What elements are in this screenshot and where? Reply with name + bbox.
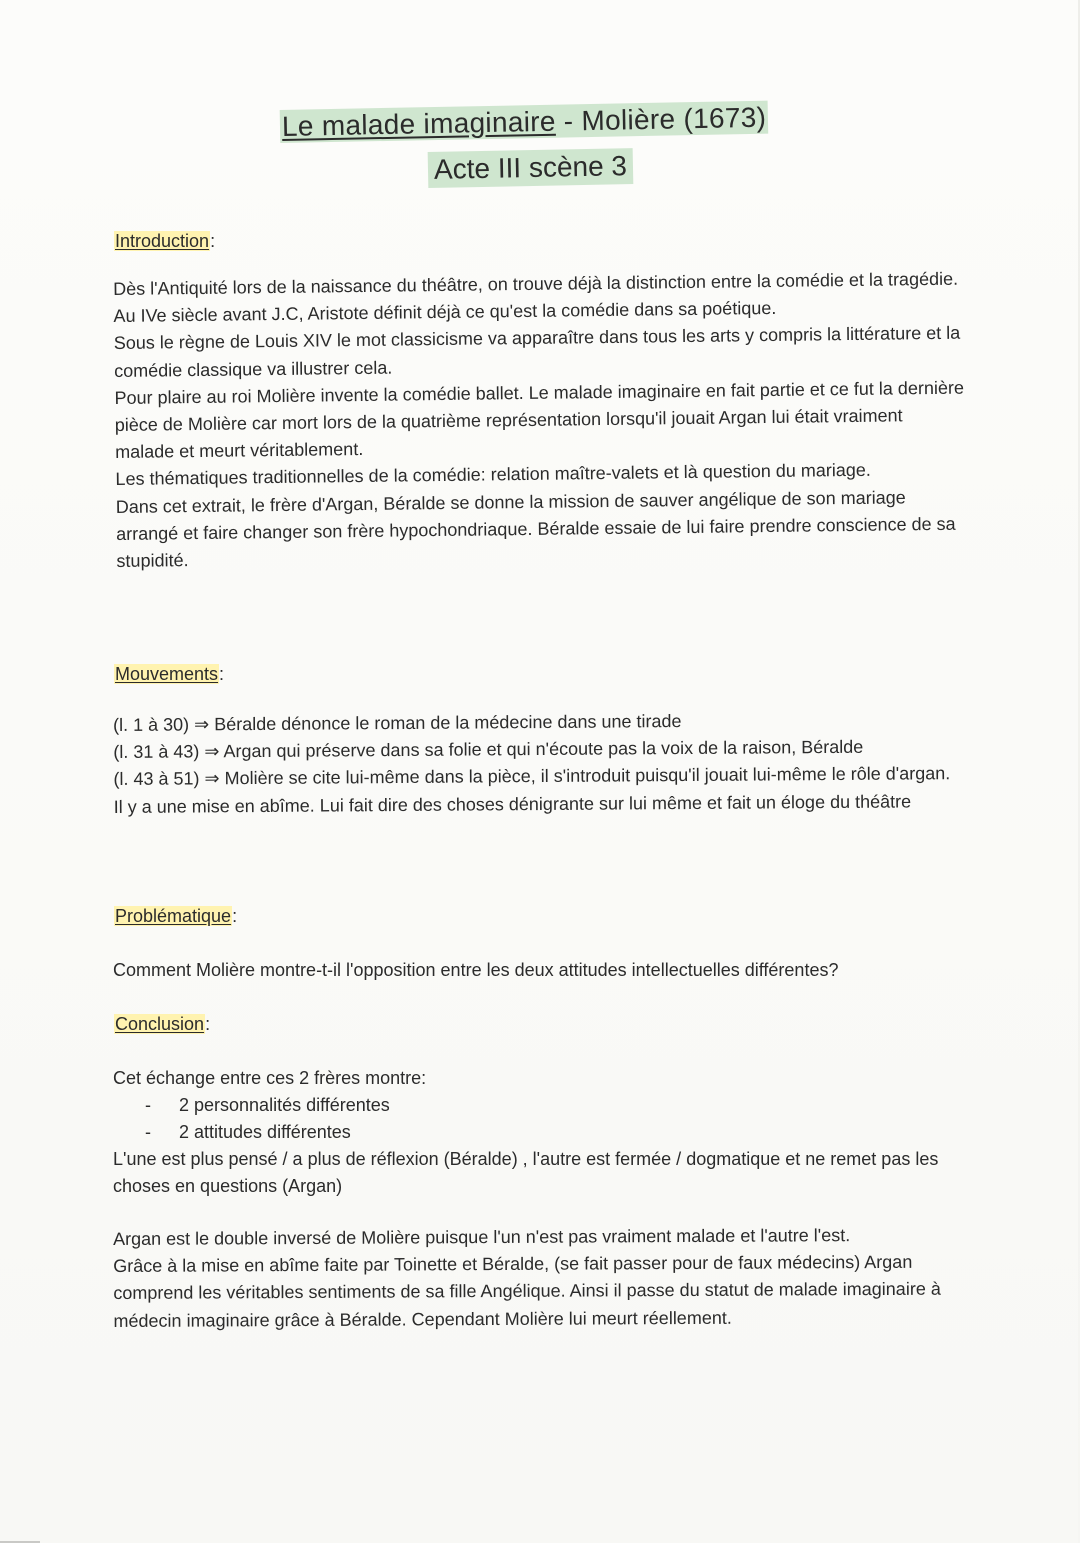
mouvement-item: (l. 1 à 30) ⇒ Béralde dénonce le roman de la médecine dans une tirade bbox=[113, 711, 682, 735]
conclusion-label: Conclusion bbox=[115, 1014, 205, 1034]
problematique-colon: : bbox=[232, 906, 238, 926]
problematique-body bbox=[113, 957, 963, 984]
introduction-body bbox=[113, 266, 967, 576]
conclusion-heading bbox=[114, 1013, 210, 1035]
conclusion-bullet-text: 2 personnalités différentes bbox=[179, 1095, 390, 1115]
conclusion-after-bullets: L'une est plus pensé / a plus de réflexion (Béralde) , l'autre est fermée / dogmatique et ne remet pas les choses en questions (Argan) bbox=[113, 1149, 939, 1196]
introduction-paragraph: Les thématiques traditionnelles de la comédie: relation maître-valets et là question du mariage. bbox=[115, 460, 871, 490]
conclusion-bullet bbox=[113, 1119, 963, 1146]
mouvements-colon: : bbox=[219, 664, 225, 684]
introduction-colon: : bbox=[210, 231, 216, 251]
work-title: Le malade imaginaire bbox=[281, 105, 556, 142]
introduction-paragraph: Pour plaire au roi Molière invente la comédie ballet. Le malade imaginaire en fait partie et ce fut la dernière pièce de Molière car mort lors de la quatrième représentation lorsqu'il jouait Argan lui était vraiment malade et meurt véritablement. bbox=[114, 377, 965, 463]
introduction-heading bbox=[114, 230, 215, 252]
introduction-label: Introduction bbox=[115, 231, 210, 251]
conclusion-bullet-text: 2 attitudes différentes bbox=[179, 1122, 351, 1142]
introduction-paragraph: Dès l'Antiquité lors de la naissance du théâtre, on trouve déjà la distinction entre la comédie et la tragédie. bbox=[113, 268, 959, 299]
conclusion-paragraph: Grâce à la mise en abîme faite par Toinette et Béralde, (se fait passer pour de faux médecins) Argan comprend les véritables sentiments de sa fille Angélique. Ainsi il passe du statut de malade imaginaire à médecin imaginaire grâce à Béralde. Cependant Molière lui meurt réellement. bbox=[113, 1252, 941, 1331]
problematique-text: Comment Molière montre-t-il l'opposition entre les deux attitudes intellectuelles différentes? bbox=[113, 960, 839, 980]
conclusion-colon: : bbox=[205, 1014, 211, 1034]
mouvement-item: (l. 43 à 51) ⇒ Molière se cite lui-même dans la pièce, il s'introduit puisqu'il jouait lui-même le rôle d'argan. Il y a une mise en abîme. Lui fait dire des choses dénigrante sur lui même et fait un éloge du théâtre bbox=[113, 763, 951, 817]
conclusion-intro: Cet échange entre ces 2 frères montre: bbox=[113, 1068, 427, 1088]
mouvements-body bbox=[113, 706, 964, 821]
introduction-paragraph: Sous le règne de Louis XIV le mot classicisme va apparaître dans tous les arts y compris la littérature et la comédie classique va illustrer cela. bbox=[113, 323, 961, 381]
introduction-paragraph: Au IVe siècle avant J.C, Aristote définit déjà ce qu'est la comédie dans sa poétique. bbox=[113, 298, 777, 327]
problematique-heading bbox=[114, 905, 237, 927]
author-year: Molière (1673) bbox=[581, 101, 767, 137]
conclusion-bullet-list bbox=[113, 1092, 963, 1146]
problematique-label: Problématique bbox=[115, 906, 232, 926]
mouvement-item: (l. 31 à 43) ⇒ Argan qui préserve dans sa folie et qui n'écoute pas la voix de la raison, Béralde bbox=[113, 736, 864, 763]
title-line bbox=[280, 101, 769, 144]
conclusion-paragraph: Argan est le double inversé de Molière puisque l'un n'est pas vraiment malade et l'autre l'est. bbox=[113, 1225, 851, 1249]
mouvements-heading bbox=[114, 663, 224, 685]
title-highlight bbox=[280, 101, 769, 143]
conclusion-body bbox=[113, 1065, 963, 1200]
conclusion-body-2 bbox=[113, 1222, 964, 1335]
scene-title: Acte III scène 3 bbox=[428, 148, 634, 188]
conclusion-bullet bbox=[113, 1092, 963, 1119]
title-separator: - bbox=[555, 105, 582, 137]
introduction-paragraph: Dans cet extrait, le frère d'Argan, Béralde se donne la mission de sauver angélique de son mariage arrangé et faire changer son frère hypochondriaque. Béralde essaie de lui faire prendre conscience de sa stupidité. bbox=[115, 486, 956, 572]
mouvements-label: Mouvements bbox=[115, 664, 219, 684]
